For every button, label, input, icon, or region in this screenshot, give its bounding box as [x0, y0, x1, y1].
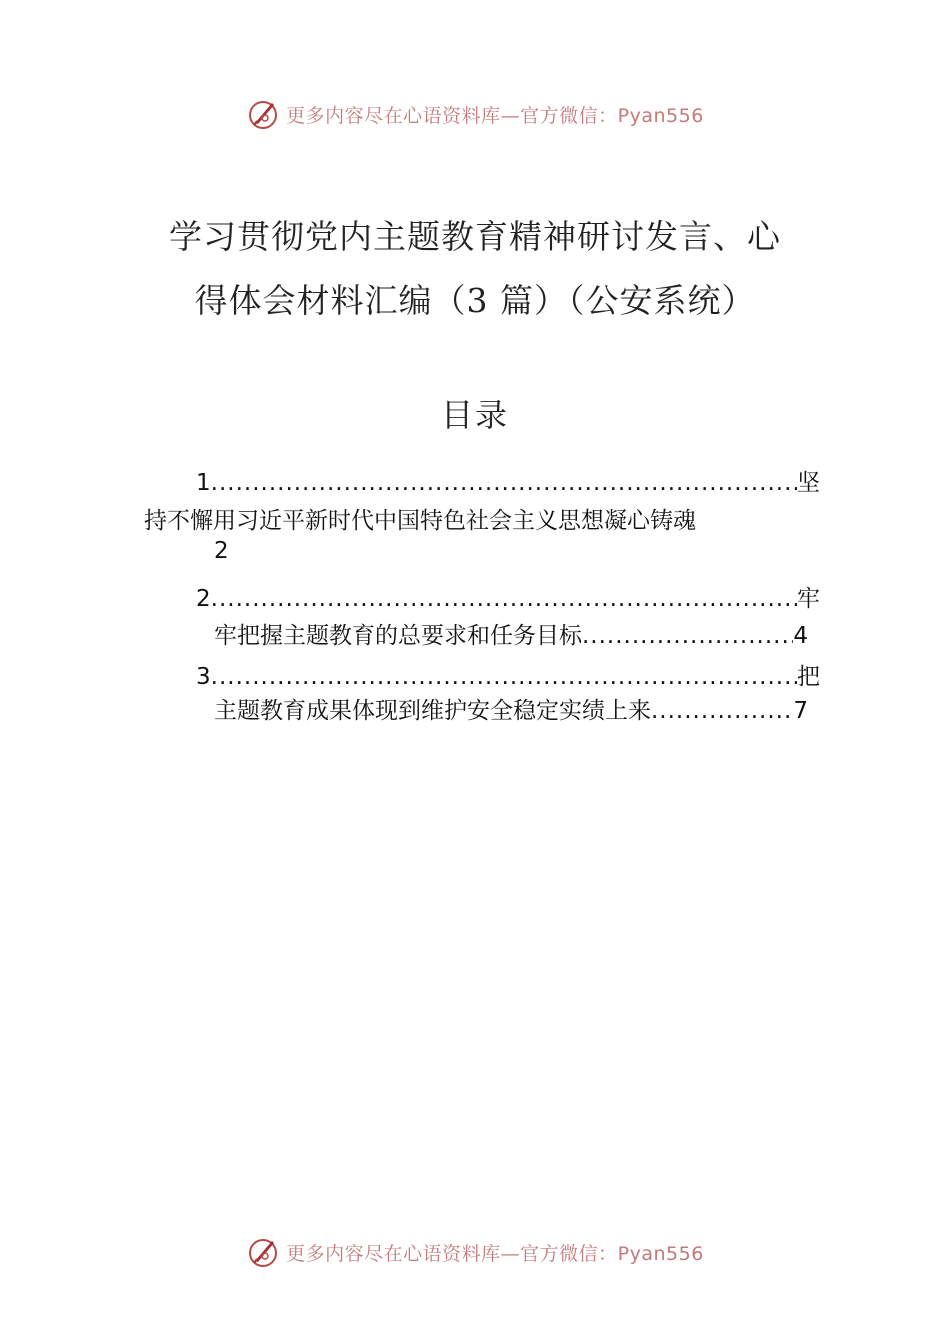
- document-title-line-2: 得体会材料汇编（3 篇）（公安系统）: [194, 281, 756, 320]
- toc-entry-1-title[interactable]: [144, 502, 696, 535]
- toc-entry-2-lead[interactable]: [196, 580, 820, 613]
- toc-leader-dots: [582, 623, 793, 649]
- toc-entry-title-start: 把: [797, 664, 820, 690]
- toc-entry-1-page[interactable]: [214, 538, 229, 564]
- toc-entry-title: 持不懈用习近平新时代中国特色社会主义思想凝心铸魂: [144, 508, 696, 534]
- toc-entry-3-lead[interactable]: [196, 658, 820, 691]
- toc-entry-number: 2: [196, 586, 211, 612]
- toc-entry-3-title[interactable]: [214, 692, 808, 725]
- banner-text: 更多内容尽在心语资料库—官方微信：Pyan556: [286, 104, 704, 127]
- document-title: [140, 205, 810, 333]
- footer-banner: [0, 1232, 950, 1272]
- toc-heading: 目录: [440, 396, 509, 434]
- banner-text: 更多内容尽在心语资料库—官方微信：Pyan556: [286, 1242, 704, 1265]
- toc-entry-number: 3: [196, 664, 211, 690]
- toc-entry-page: 7: [793, 698, 808, 724]
- header-banner: [0, 94, 950, 134]
- toc-entry-page: 2: [214, 538, 229, 564]
- document-title-line-1: 学习贯彻党内主题教育精神研讨发言、心: [169, 217, 781, 256]
- quill-pen-logo-icon: [246, 1235, 280, 1269]
- toc-leader-dots: [211, 664, 797, 690]
- wechat-id: Pyan556: [617, 104, 704, 127]
- toc-leader-dots: [211, 586, 797, 612]
- toc-entry-1-lead[interactable]: [196, 464, 820, 497]
- toc-entry-2-title[interactable]: [214, 617, 808, 650]
- toc-leader-dots: [211, 470, 797, 496]
- toc-entry-title-start: 坚: [797, 470, 820, 496]
- toc-leader-dots: [651, 698, 793, 724]
- toc-entry-page: 4: [793, 623, 808, 649]
- toc-entry-title-start: 牢: [797, 586, 820, 612]
- quill-pen-logo-icon: [246, 97, 280, 131]
- toc-entry-title: 牢把握主题教育的总要求和任务目标: [214, 623, 582, 649]
- toc-entry-title: 主题教育成果体现到维护安全稳定实绩上来: [214, 698, 651, 724]
- wechat-id: Pyan556: [617, 1242, 704, 1265]
- toc-entry-number: 1: [196, 470, 211, 496]
